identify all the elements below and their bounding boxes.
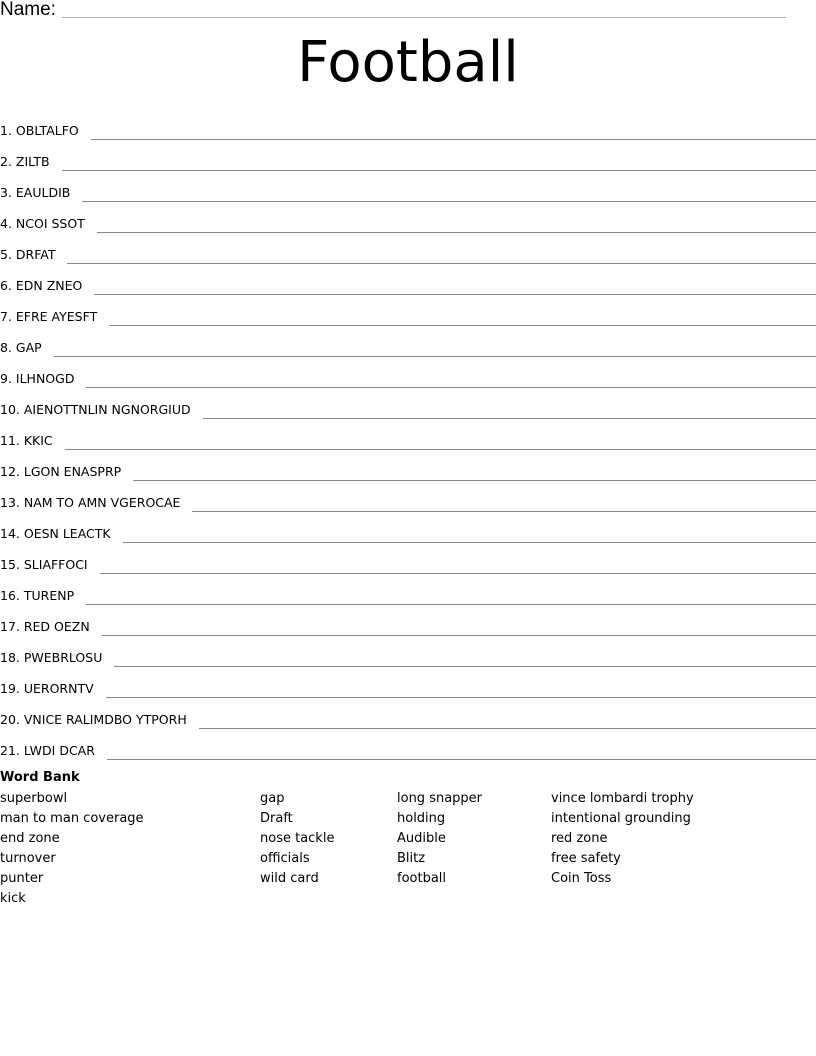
- word-bank-item: kick: [0, 891, 26, 906]
- word-bank-item: football: [397, 871, 447, 886]
- answer-line[interactable]: [123, 542, 816, 543]
- scramble-row: [0, 422, 816, 453]
- word-bank-item: Coin Toss: [551, 871, 612, 886]
- scramble-row: [0, 577, 816, 608]
- scramble-word: 21. LWDI DCAR: [0, 743, 95, 758]
- answer-line[interactable]: [67, 263, 816, 264]
- answer-line[interactable]: [107, 759, 816, 760]
- word-bank-item: Blitz: [397, 851, 426, 866]
- scramble-word: 13. NAM TO AMN VGEROCAE: [0, 495, 181, 510]
- answer-line[interactable]: [91, 139, 816, 140]
- word-bank-column: [0, 789, 144, 909]
- scramble-row: [0, 670, 816, 701]
- answer-line[interactable]: [114, 666, 816, 667]
- scramble-row: [0, 453, 816, 484]
- scramble-row: [0, 360, 816, 391]
- scramble-word: 10. AIENOTTNLIN NGNORGIUD: [0, 402, 191, 417]
- scramble-word: 15. SLIAFFOCI: [0, 557, 88, 572]
- answer-line[interactable]: [62, 170, 816, 171]
- word-bank-item: nose tackle: [260, 831, 335, 846]
- scramble-row: [0, 701, 816, 732]
- word-bank-column: [397, 789, 482, 889]
- scramble-word: 18. PWEBRLOSU: [0, 650, 103, 665]
- scramble-row: [0, 484, 816, 515]
- word-bank-item: punter: [0, 871, 44, 886]
- answer-line[interactable]: [102, 635, 816, 636]
- answer-line[interactable]: [106, 697, 816, 698]
- answer-line[interactable]: [65, 449, 816, 450]
- name-input-line[interactable]: [62, 17, 786, 18]
- word-bank-item: red zone: [551, 831, 608, 846]
- scramble-word: 3. EAULDIB: [0, 185, 71, 200]
- scramble-row: [0, 732, 816, 763]
- answer-line[interactable]: [54, 356, 816, 357]
- scramble-row: [0, 329, 816, 360]
- scramble-list: [0, 112, 816, 763]
- scramble-word: 12. LGON ENASPRP: [0, 464, 122, 479]
- answer-line[interactable]: [94, 294, 816, 295]
- scramble-word: 20. VNICE RALIMDBO YTPORH: [0, 712, 187, 727]
- answer-line[interactable]: [199, 728, 816, 729]
- scramble-row: [0, 143, 816, 174]
- scramble-word: 8. GAP: [0, 340, 42, 355]
- word-bank-item: Draft: [260, 811, 293, 826]
- answer-line[interactable]: [203, 418, 816, 419]
- answer-line[interactable]: [109, 325, 816, 326]
- word-bank-item: end zone: [0, 831, 60, 846]
- scramble-word: 17. RED OEZN: [0, 619, 90, 634]
- scramble-row: [0, 639, 816, 670]
- word-bank-item: wild card: [260, 871, 319, 886]
- word-bank-item: man to man coverage: [0, 811, 144, 826]
- word-bank: [0, 769, 816, 919]
- word-bank-item: free safety: [551, 851, 621, 866]
- word-bank-item: gap: [260, 791, 285, 806]
- scramble-word: 9. ILHNOGD: [0, 371, 75, 386]
- answer-line[interactable]: [82, 201, 816, 202]
- word-bank-item: holding: [397, 811, 446, 826]
- word-bank-grid: [0, 789, 816, 919]
- scramble-row: [0, 205, 816, 236]
- scramble-row: [0, 267, 816, 298]
- word-bank-title: Word Bank: [0, 770, 80, 785]
- answer-line[interactable]: [86, 604, 816, 605]
- name-field-row: [0, 0, 800, 22]
- scramble-word: 5. DRFAT: [0, 247, 56, 262]
- word-bank-item: intentional grounding: [551, 811, 691, 826]
- word-bank-item: officials: [260, 851, 310, 866]
- scramble-row: [0, 236, 816, 267]
- word-bank-column: [260, 789, 334, 889]
- scramble-word: 7. EFRE AYESFT: [0, 309, 98, 324]
- scramble-row: [0, 546, 816, 577]
- scramble-word: 11. KKIC: [0, 433, 53, 448]
- word-bank-item: superbowl: [0, 791, 68, 806]
- scramble-row: [0, 391, 816, 422]
- page-title: Football: [297, 30, 519, 95]
- scramble-row: [0, 608, 816, 639]
- answer-line[interactable]: [100, 573, 816, 574]
- answer-line[interactable]: [133, 480, 816, 481]
- word-bank-column: [551, 789, 694, 889]
- word-bank-item: vince lombardi trophy: [551, 791, 694, 806]
- name-label: Name:: [0, 0, 56, 20]
- scramble-word: 14. OESN LEACTK: [0, 526, 111, 541]
- scramble-word: 16. TURENP: [0, 588, 75, 603]
- answer-line[interactable]: [97, 232, 816, 233]
- scramble-row: [0, 174, 816, 205]
- word-bank-item: Audible: [397, 831, 446, 846]
- scramble-word: 4. NCOI SSOT: [0, 216, 85, 231]
- word-bank-item: turnover: [0, 851, 56, 866]
- scramble-word: 19. UERORNTV: [0, 681, 94, 696]
- scramble-row: [0, 298, 816, 329]
- answer-line[interactable]: [192, 511, 816, 512]
- scramble-row: [0, 112, 816, 143]
- scramble-word: 1. OBLTALFO: [0, 123, 79, 138]
- scramble-word: 2. ZILTB: [0, 154, 50, 169]
- scramble-word: 6. EDN ZNEO: [0, 278, 83, 293]
- answer-line[interactable]: [86, 387, 816, 388]
- word-bank-item: long snapper: [397, 791, 483, 806]
- scramble-row: [0, 515, 816, 546]
